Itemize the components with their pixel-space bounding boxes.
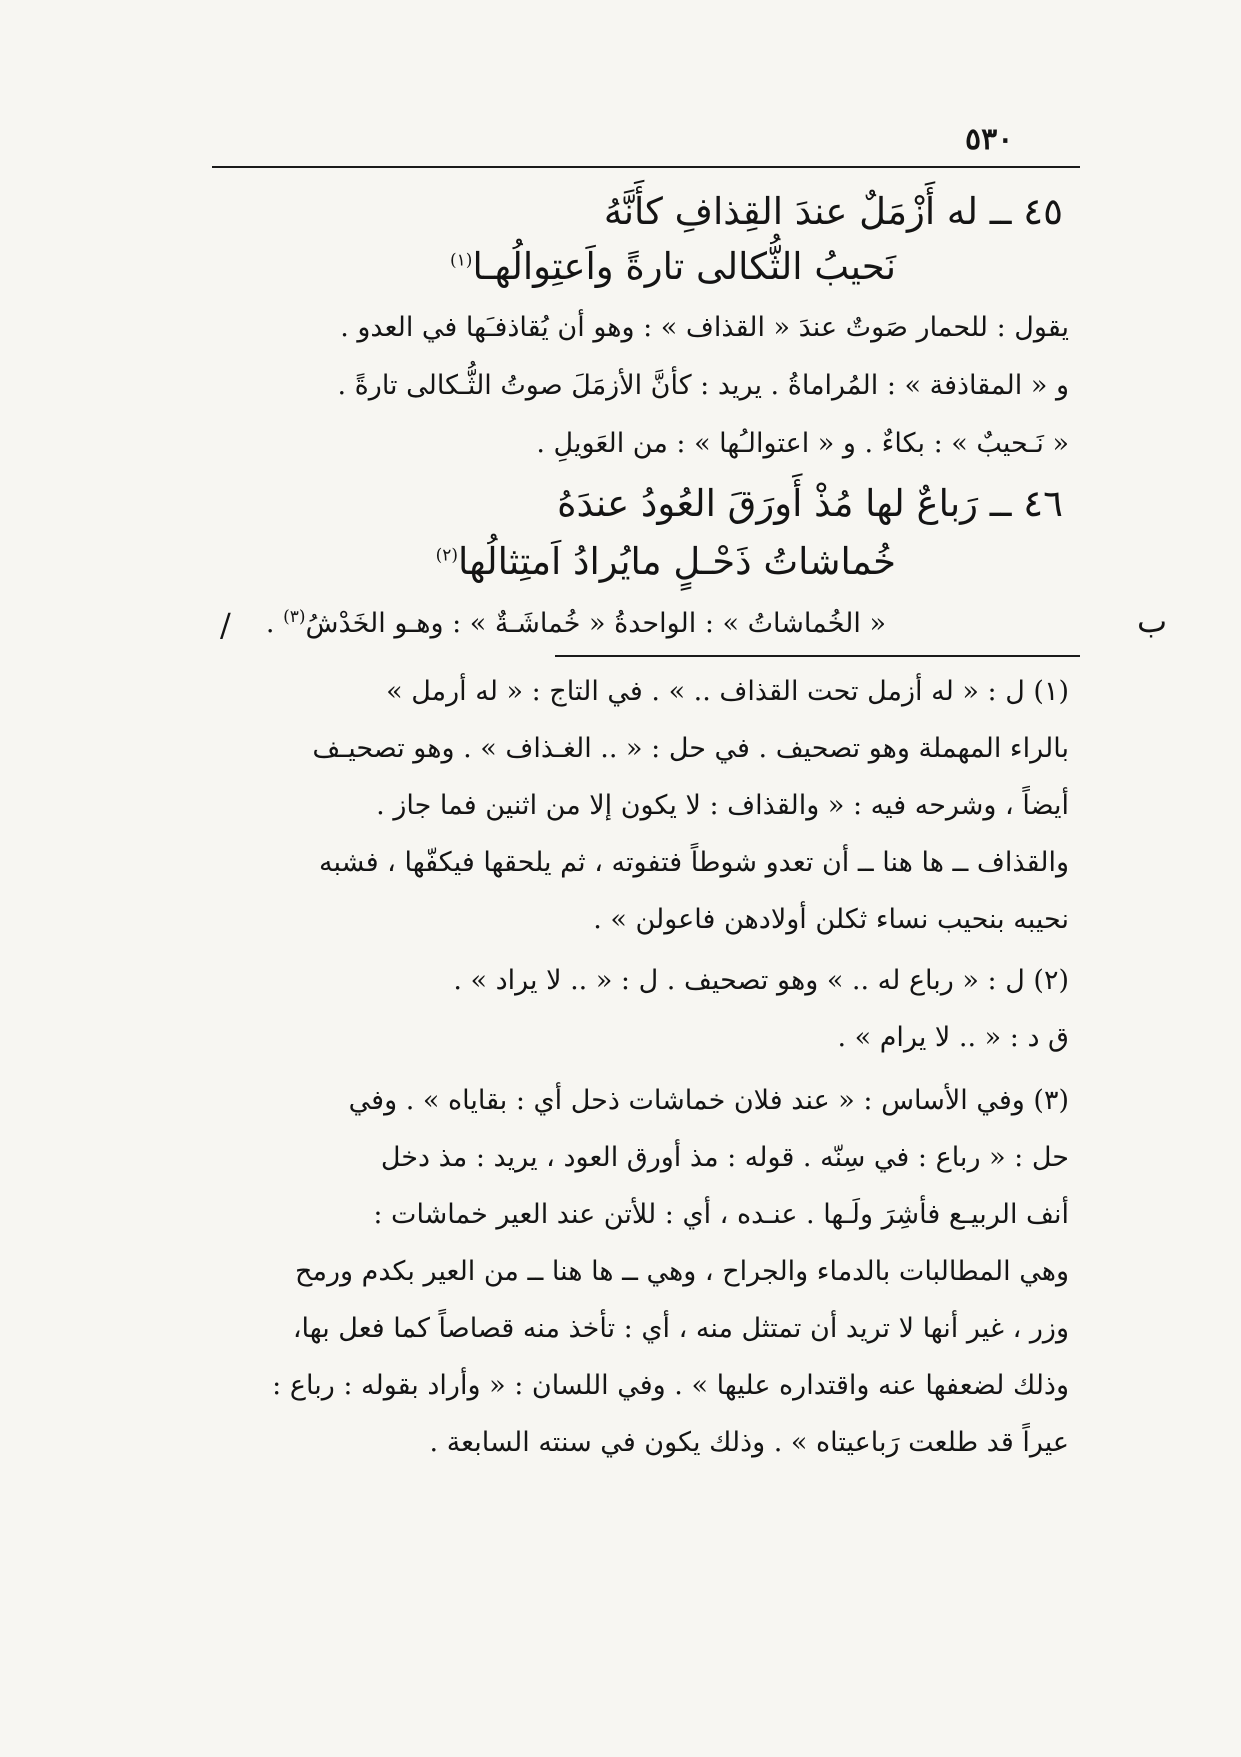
footnote-3-line-4: وهي المطالبات بالدماء والجراح ، وهي ــ ها هنا ــ من العير بكدم ورمح — [295, 1256, 1069, 1287]
footnote-1-line-3: أيضاً ، وشرحه فيه : « والقذاف : لا يكون إلا من اثنين فما جاز . — [376, 790, 1069, 821]
footnote-1-line-2: بالراء المهملة وهو تصحيف . في حل : « .. الغـذاف » . وهو تصحيـف — [312, 733, 1069, 764]
footnote-ref-3: (٣) — [283, 607, 306, 627]
footnote-1-line-1: (١) ل : « له أزمل تحت القذاف .. » . في التاج : « له أرمل » — [386, 676, 1069, 707]
commentary-line-4-text: « الخُماشاتُ » : الواحدةُ « خُماشَـةٌ » : وهـو الخَدْشُ — [305, 608, 886, 639]
commentary-line-1: يقول : للحمار صَوتٌ عندَ « القذاف » : وهو أن يُقاذفـَها في العدو . — [340, 312, 1069, 343]
footnote-3-line-6: وذلك لضعفها عنه واقتداره عليها » . وفي اللسان : « وأراد بقوله : رباع : — [272, 1370, 1069, 1401]
verse-46-second-hemistich — [336, 540, 896, 583]
footnote-3-line-2: حل : « رباع : في سِنّه . قوله : مذ أورق العود ، يريد : مذ دخل — [380, 1142, 1069, 1173]
verse-46-second-text: خُماشاتُ ذَحْـلٍ مايُرادُ اَمتِثالُها — [457, 540, 896, 583]
commentary-line-2: و « المقاذفة » : المُراماةُ . يريد : كأنَّ الأزمَلَ صوتُ الثُّـكالى تارةً . — [337, 370, 1069, 401]
verse-45-second-text: نَحيبُ الثُّكالى تارةً واَعتِوالُهـا — [472, 245, 896, 288]
footnote-1-line-4: والقذاف ــ ها هنا ــ أن تعدو شوطاً فتفوته ، ثم يلحقها فيكفّها ، فشبه — [318, 847, 1069, 878]
verse-45-first-hemistich: ٤٥ ــ له أَزْمَلٌ عندَ القِذافِ كأَنَّهُ — [603, 190, 1063, 233]
footnote-1-line-5: نحيبه بنحيب نساء ثكلن أولادهن فاعولن » . — [593, 904, 1069, 935]
footnote-3-line-1: (٣) وفي الأساس : « عند فلان خماشات ذحل أي : بقاياه » . وفي — [348, 1085, 1069, 1116]
footnote-2-line-1: (٢) ل : « رباع له .. » وهو تصحيف . ل : « .. لا يراد » . — [453, 965, 1069, 996]
footnote-3-line-5: وزر ، غير أنها لا تريد أن تمتثل منه ، أي : تأخذ منه قصاصاً كما فعل بها، — [292, 1313, 1069, 1344]
footnote-2-line-2: ق د : « .. لا يرام » . — [837, 1022, 1069, 1053]
footnote-ref-2: (٢) — [435, 545, 458, 566]
page-number: ٥٣٠ — [965, 122, 1014, 157]
commentary-line-3: « نَـحيبٌ » : بكاءٌ . و « اعتوالـُها » : من العَويلِ . — [536, 428, 1069, 459]
footnote-rule — [555, 655, 1080, 657]
verse-46-first-hemistich: ٤٦ ــ رَباعٌ لها مُذْ أَورَقَ العُودُ عندَهُ — [557, 482, 1063, 525]
margin-folio-letter: ب — [1137, 602, 1168, 640]
folio-slash: / — [220, 606, 231, 644]
verse-45-second-hemistich — [336, 245, 896, 288]
commentary-line-4: « الخُماشاتُ » : الواحدةُ « خُماشَـةٌ » : وهـو الخَدْشُ$^{(٣)}$ . — [265, 607, 886, 639]
footnote-ref-1: (١) — [450, 250, 473, 271]
footnote-3-line-7: عيراً قد طلعت رَباعيتاه » . وذلك يكون في سنته السابعة . — [429, 1427, 1069, 1458]
header-rule — [212, 166, 1080, 168]
footnote-3-line-3: أنف الربيـع فأشِرَ ولَـها . عنـده ، أي : للأتن عند العير خماشات : — [373, 1199, 1069, 1230]
